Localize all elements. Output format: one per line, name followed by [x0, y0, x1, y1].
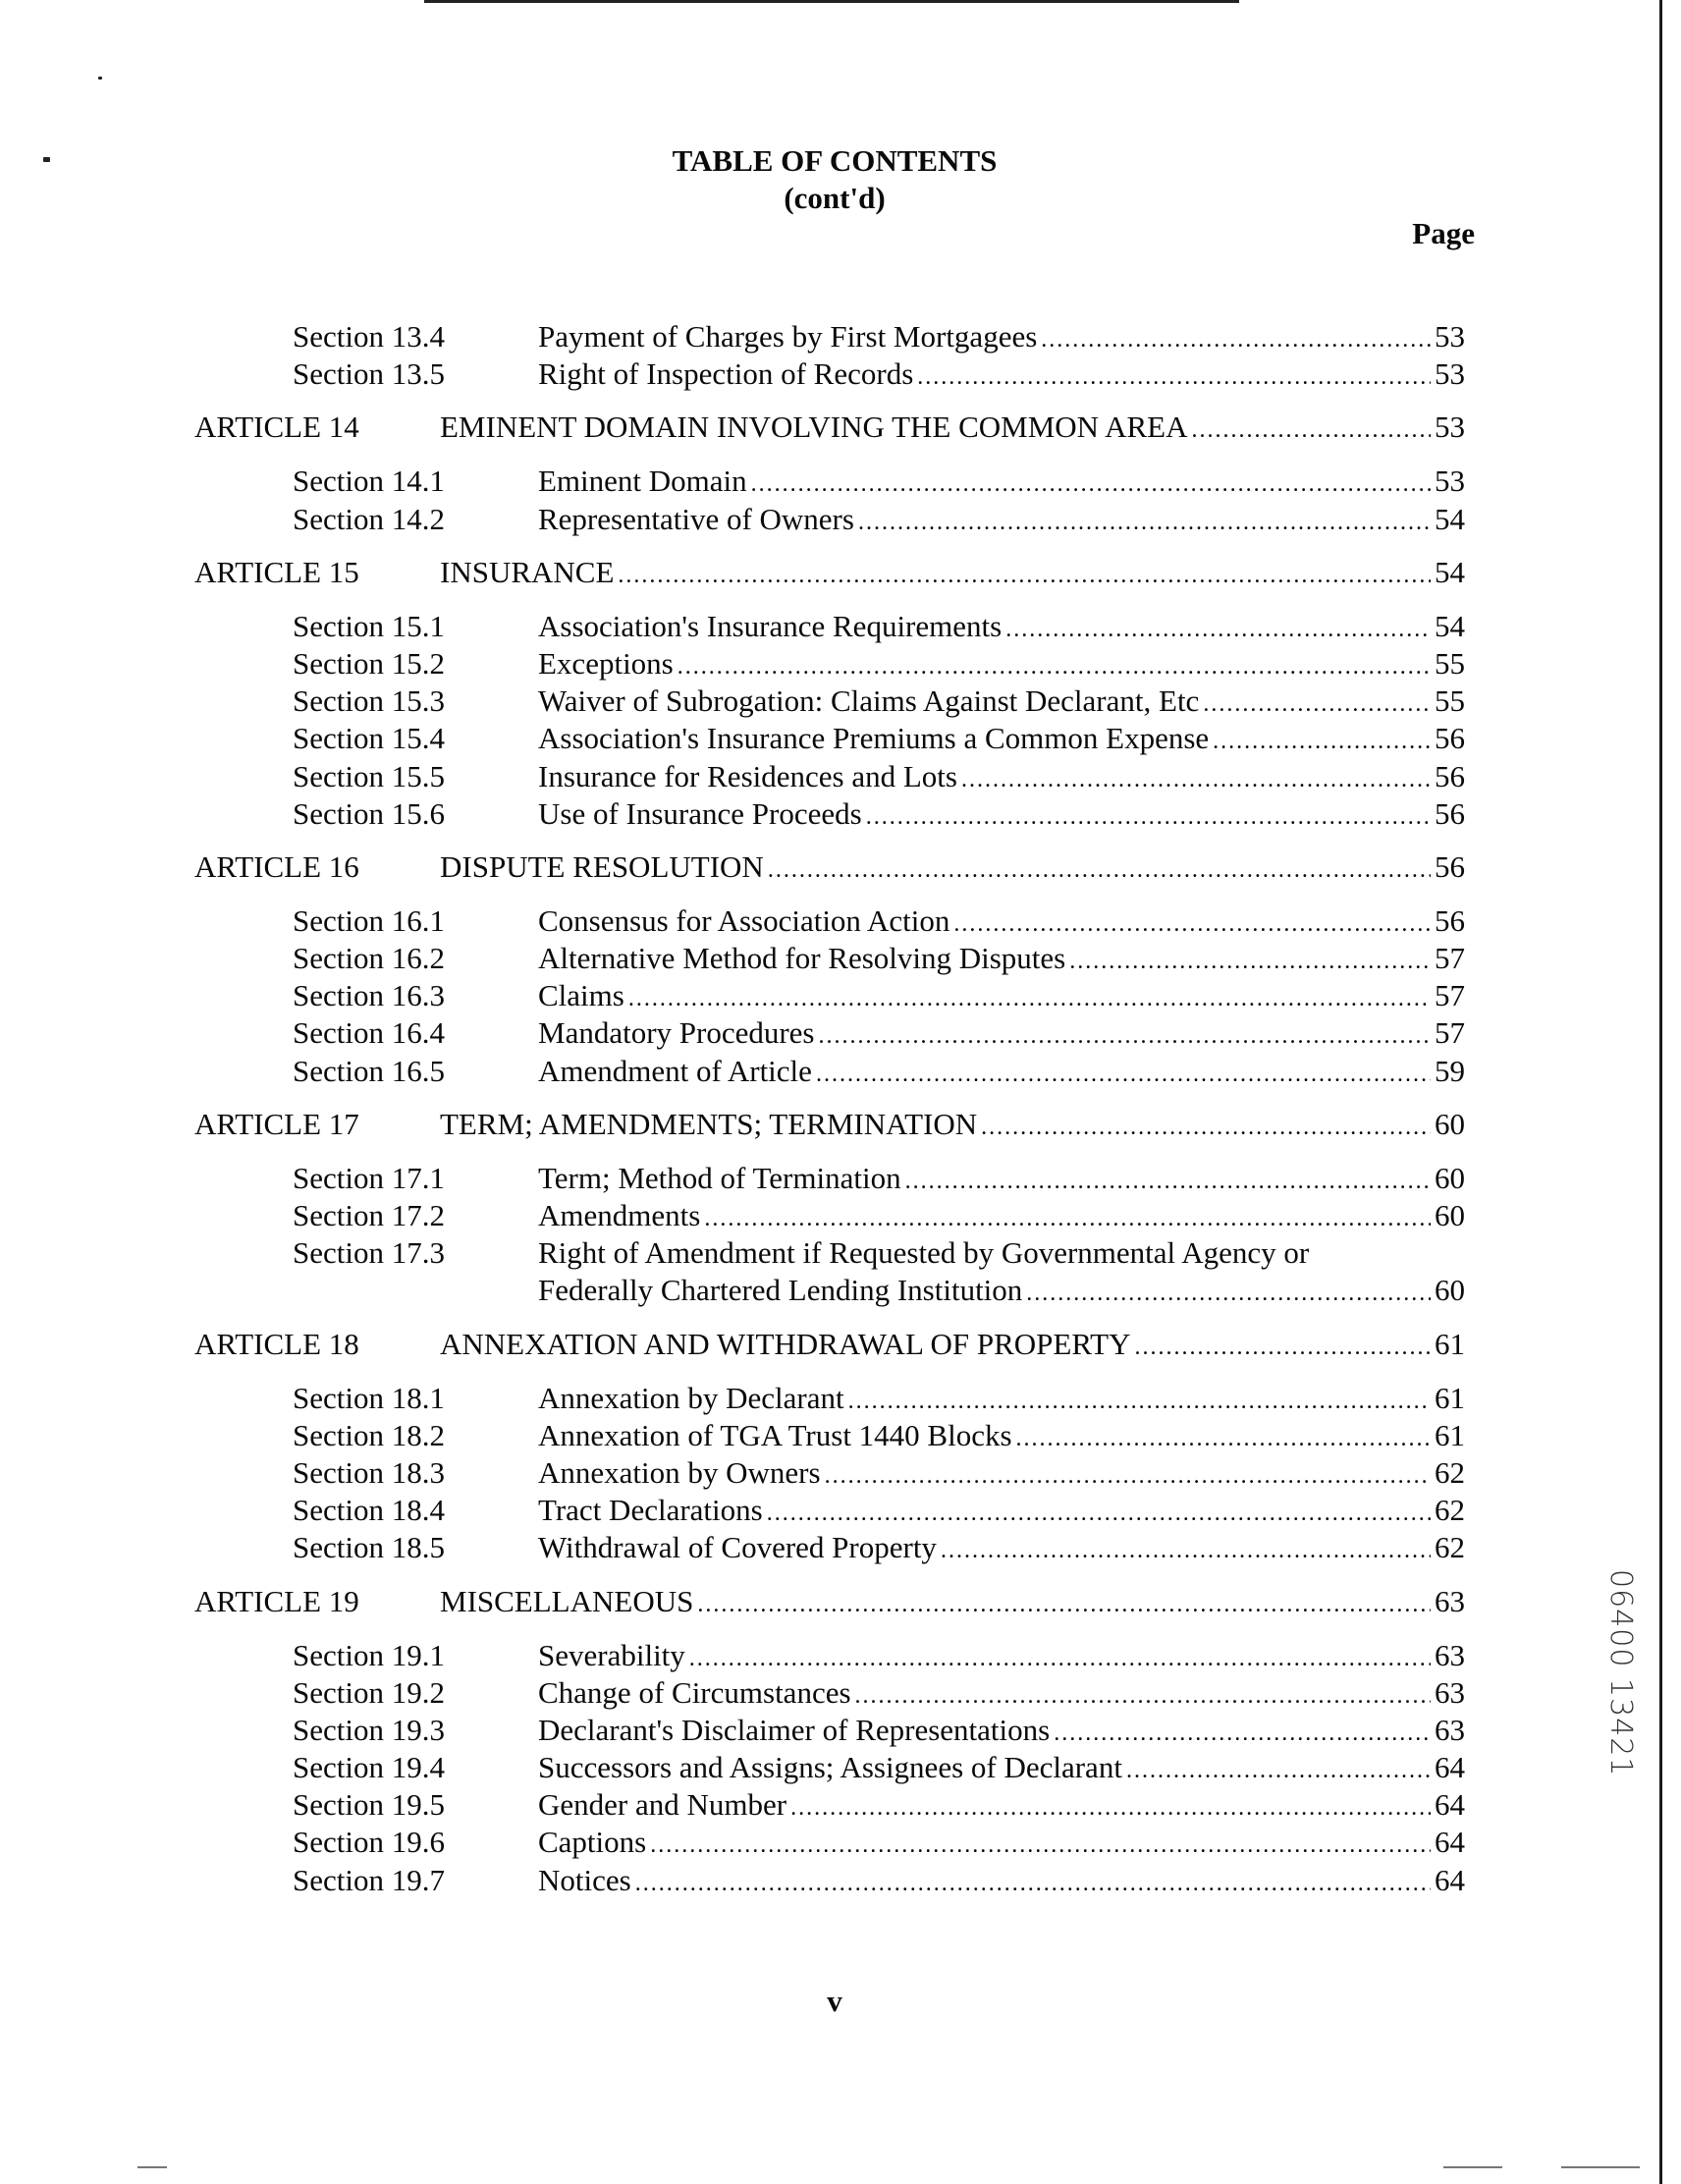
toc-section-row	[0, 608, 1681, 645]
dot-leader	[628, 980, 1431, 1017]
toc-section-row	[0, 1492, 1681, 1529]
section-number: Section 15.6	[293, 795, 445, 831]
page-number: 53	[1435, 464, 1465, 499]
toc-section-row	[0, 1053, 1681, 1090]
article-title: TERM; AMENDMENTS; TERMINATION	[440, 1106, 978, 1141]
section-number: Section 16.3	[293, 978, 445, 1013]
dot-leader	[816, 1056, 1431, 1093]
page-number: 63	[1435, 1712, 1465, 1747]
toc-section-row	[0, 1529, 1681, 1566]
section-title: Declarant's Disclaimer of Representations	[538, 1712, 1051, 1747]
article-number: ARTICLE 14	[194, 410, 359, 445]
section-number: Section 17.1	[293, 1160, 445, 1195]
toc-section-row	[0, 1454, 1681, 1492]
page-number: 62	[1435, 1454, 1465, 1490]
page-number: 64	[1435, 1787, 1465, 1823]
dot-leader	[1026, 1275, 1431, 1312]
section-title: Use of Insurance Proceeds	[538, 795, 862, 831]
dot-leader	[1213, 723, 1431, 760]
section-title: Exceptions	[538, 645, 674, 681]
article-title: MISCELLANEOUS	[440, 1583, 694, 1618]
page-number: 56	[1435, 902, 1465, 938]
section-number: Section 18.1	[293, 1380, 445, 1415]
dot-leader	[917, 358, 1431, 396]
dot-leader	[678, 648, 1431, 685]
section-number: Section 18.3	[293, 1454, 445, 1490]
page-number: 64	[1435, 1825, 1465, 1860]
section-title: Mandatory Procedures	[538, 1015, 815, 1051]
section-title: Amendment of Article	[538, 1053, 812, 1088]
toc-section-row	[0, 1712, 1681, 1749]
article-title: INSURANCE	[440, 554, 615, 589]
article-number: ARTICLE 16	[194, 848, 359, 884]
scan-bottom-mark	[137, 2166, 167, 2168]
margin-bates-stamp: 06400 13421	[1603, 1569, 1638, 1777]
page-number: 61	[1435, 1326, 1465, 1361]
dot-leader	[1192, 411, 1432, 449]
section-number: Section 13.5	[293, 356, 445, 392]
section-title: Gender and Number	[538, 1787, 787, 1823]
page-number: 57	[1435, 1015, 1465, 1051]
dot-leader	[1054, 1715, 1431, 1752]
article-number: ARTICLE 17	[194, 1106, 359, 1141]
toc-section-row	[0, 1637, 1681, 1674]
page-number: 55	[1435, 683, 1465, 719]
page-number: 55	[1435, 645, 1465, 681]
section-number: Section 19.4	[293, 1750, 445, 1785]
dot-leader	[953, 905, 1431, 943]
section-title: Annexation of TGA Trust 1440 Blocks	[538, 1417, 1012, 1452]
section-title: Captions	[538, 1825, 647, 1860]
toc-article-row	[0, 848, 1681, 886]
section-title: Representative of Owners	[538, 501, 854, 536]
page-number: 56	[1435, 795, 1465, 831]
page-number: 59	[1435, 1053, 1465, 1088]
section-title: Annexation by Declarant	[538, 1380, 844, 1415]
page-number: 63	[1435, 1637, 1465, 1672]
page-number: 60	[1435, 1106, 1465, 1141]
page-number: 54	[1435, 554, 1465, 589]
dot-leader	[855, 1677, 1431, 1715]
section-number: Section 19.7	[293, 1862, 445, 1897]
article-title: DISPUTE RESOLUTION	[440, 848, 764, 884]
section-number: Section 19.3	[293, 1712, 445, 1747]
dot-leader	[1041, 321, 1431, 358]
article-title: EMINENT DOMAIN INVOLVING THE COMMON AREA	[440, 410, 1188, 445]
section-title: Severability	[538, 1637, 685, 1672]
section-number: Section 18.2	[293, 1417, 445, 1452]
document-title: TABLE OF CONTENTS	[672, 143, 998, 178]
dot-leader	[1016, 1420, 1431, 1457]
toc-list	[0, 318, 1681, 1899]
page-number: 53	[1435, 356, 1465, 392]
toc-section-row	[0, 682, 1681, 720]
section-number: Section 17.3	[293, 1235, 445, 1271]
section-number: Section 16.4	[293, 1015, 445, 1051]
toc-section-row	[0, 1674, 1681, 1712]
toc-section-row	[0, 1014, 1681, 1052]
section-number: Section 17.2	[293, 1198, 445, 1232]
dot-leader	[819, 1017, 1432, 1055]
page-number: 56	[1435, 721, 1465, 756]
page-number: 56	[1435, 758, 1465, 793]
section-number: Section 14.2	[293, 501, 445, 536]
toc-section-row	[0, 1197, 1681, 1234]
dot-leader	[825, 1457, 1431, 1495]
article-number: ARTICLE 19	[194, 1583, 359, 1618]
section-number: Section 18.4	[293, 1493, 445, 1528]
dot-leader	[768, 851, 1431, 889]
toc-section-row	[0, 1417, 1681, 1454]
section-title: Association's Insurance Premiums a Common Expense	[538, 721, 1210, 756]
toc-section-row	[0, 758, 1681, 795]
dot-leader	[1134, 1329, 1431, 1366]
toc-section-row	[0, 1862, 1681, 1899]
section-title: Claims	[538, 978, 624, 1013]
article-number: ARTICLE 15	[194, 554, 359, 589]
section-title-line-2: Federally Chartered Lending Institution	[538, 1273, 1023, 1308]
article-number: ARTICLE 18	[194, 1326, 359, 1361]
page-number: 60	[1435, 1273, 1465, 1308]
toc-section-row	[0, 940, 1681, 977]
page-number: 64	[1435, 1750, 1465, 1785]
toc-section-row	[0, 463, 1681, 500]
page-number: 57	[1435, 978, 1465, 1013]
toc-section-row	[0, 1749, 1681, 1786]
dot-leader	[697, 1586, 1431, 1623]
section-number: Section 19.5	[293, 1787, 445, 1823]
document-subtitle: (cont'd)	[784, 181, 886, 215]
page-footer-number: v	[827, 1984, 842, 2018]
dot-leader	[1005, 611, 1431, 648]
dot-leader	[941, 1532, 1431, 1569]
page-number: 53	[1435, 319, 1465, 354]
section-title: Payment of Charges by First Mortgagees	[538, 319, 1038, 354]
page-column-label: Page	[1412, 216, 1475, 250]
page-number: 60	[1435, 1160, 1465, 1195]
section-number: Section 19.2	[293, 1674, 445, 1710]
dot-leader	[848, 1383, 1431, 1420]
section-title: Waiver of Subrogation: Claims Against Declarant, Etc	[538, 683, 1200, 719]
page-number: 54	[1435, 608, 1465, 643]
section-title: Amendments	[538, 1198, 701, 1232]
page-number: 53	[1435, 410, 1465, 445]
section-title: Withdrawal of Covered Property	[538, 1530, 937, 1565]
toc-article-row	[0, 554, 1681, 591]
toc-section-row	[0, 1786, 1681, 1824]
toc-section-row	[0, 1380, 1681, 1417]
dot-leader	[1203, 685, 1431, 723]
dot-leader	[751, 465, 1431, 503]
dot-leader	[1126, 1752, 1431, 1789]
section-title: Alternative Method for Resolving Disputes	[538, 941, 1066, 976]
section-title-line-1: Right of Amendment if Requested by Governmental Agency or	[538, 1235, 1310, 1271]
toc-article-row	[0, 1326, 1681, 1363]
toc-section-row	[0, 902, 1681, 940]
section-title: Annexation by Owners	[538, 1454, 821, 1490]
dot-leader	[961, 761, 1431, 798]
toc-section-row	[0, 795, 1681, 833]
section-title: Consensus for Association Action	[538, 902, 950, 938]
section-title: Tract Declarations	[538, 1493, 763, 1528]
section-title: Association's Insurance Requirements	[538, 608, 1003, 643]
toc-section-row	[0, 720, 1681, 757]
page-number: 63	[1435, 1583, 1465, 1618]
dot-leader	[618, 557, 1431, 594]
toc-section-row	[0, 645, 1681, 682]
section-title: Notices	[538, 1862, 631, 1897]
page-number: 61	[1435, 1417, 1465, 1452]
scan-speck	[98, 77, 102, 80]
toc-section-row	[0, 1234, 1681, 1309]
toc-section-row	[0, 355, 1681, 393]
dot-leader	[866, 798, 1431, 836]
page-number: 62	[1435, 1493, 1465, 1528]
dot-leader	[635, 1865, 1431, 1902]
section-number: Section 15.2	[293, 645, 445, 681]
page-number: 61	[1435, 1380, 1465, 1415]
section-number: Section 16.2	[293, 941, 445, 976]
dot-leader	[704, 1200, 1431, 1237]
section-number: Section 18.5	[293, 1530, 445, 1565]
scan-top-rule	[424, 0, 1239, 3]
section-number: Section 16.1	[293, 902, 445, 938]
toc-section-row	[0, 501, 1681, 538]
dot-leader	[858, 504, 1431, 541]
dot-leader	[1069, 943, 1431, 980]
scan-bottom-mark	[1561, 2166, 1640, 2168]
section-title: Successors and Assigns; Assignees of Declarant	[538, 1750, 1122, 1785]
section-title: Eminent Domain	[538, 464, 747, 499]
section-title: Right of Inspection of Records	[538, 356, 914, 392]
toc-article-row	[0, 409, 1681, 446]
toc-section-row	[0, 318, 1681, 355]
section-number: Section 19.1	[293, 1637, 445, 1672]
toc-section-row	[0, 1824, 1681, 1861]
section-number: Section 13.4	[293, 319, 445, 354]
section-title: Insurance for Residences and Lots	[538, 758, 957, 793]
toc-article-row	[0, 1583, 1681, 1620]
page-number: 57	[1435, 941, 1465, 976]
dot-leader	[790, 1789, 1431, 1827]
page-number: 60	[1435, 1198, 1465, 1232]
page-number: 63	[1435, 1674, 1465, 1710]
dot-leader	[767, 1495, 1431, 1532]
page-number: 64	[1435, 1862, 1465, 1897]
dot-leader	[650, 1827, 1431, 1864]
section-number: Section 15.3	[293, 683, 445, 719]
article-title: ANNEXATION AND WITHDRAWAL OF PROPERTY	[440, 1326, 1131, 1361]
scan-bottom-mark	[1443, 2166, 1502, 2168]
section-number: Section 19.6	[293, 1825, 445, 1860]
dot-leader	[981, 1109, 1431, 1146]
dot-leader	[905, 1163, 1431, 1200]
section-number: Section 15.5	[293, 758, 445, 793]
dot-leader	[689, 1640, 1431, 1677]
section-title: Term; Method of Termination	[538, 1160, 901, 1195]
page-number: 62	[1435, 1530, 1465, 1565]
section-number: Section 15.4	[293, 721, 445, 756]
toc-section-row	[0, 1160, 1681, 1197]
section-number: Section 14.1	[293, 464, 445, 499]
page-number: 56	[1435, 848, 1465, 884]
section-title: Change of Circumstances	[538, 1674, 851, 1710]
section-number: Section 16.5	[293, 1053, 445, 1088]
toc-article-row	[0, 1106, 1681, 1143]
toc-section-row	[0, 977, 1681, 1014]
section-number: Section 15.1	[293, 608, 445, 643]
page-number: 54	[1435, 501, 1465, 536]
